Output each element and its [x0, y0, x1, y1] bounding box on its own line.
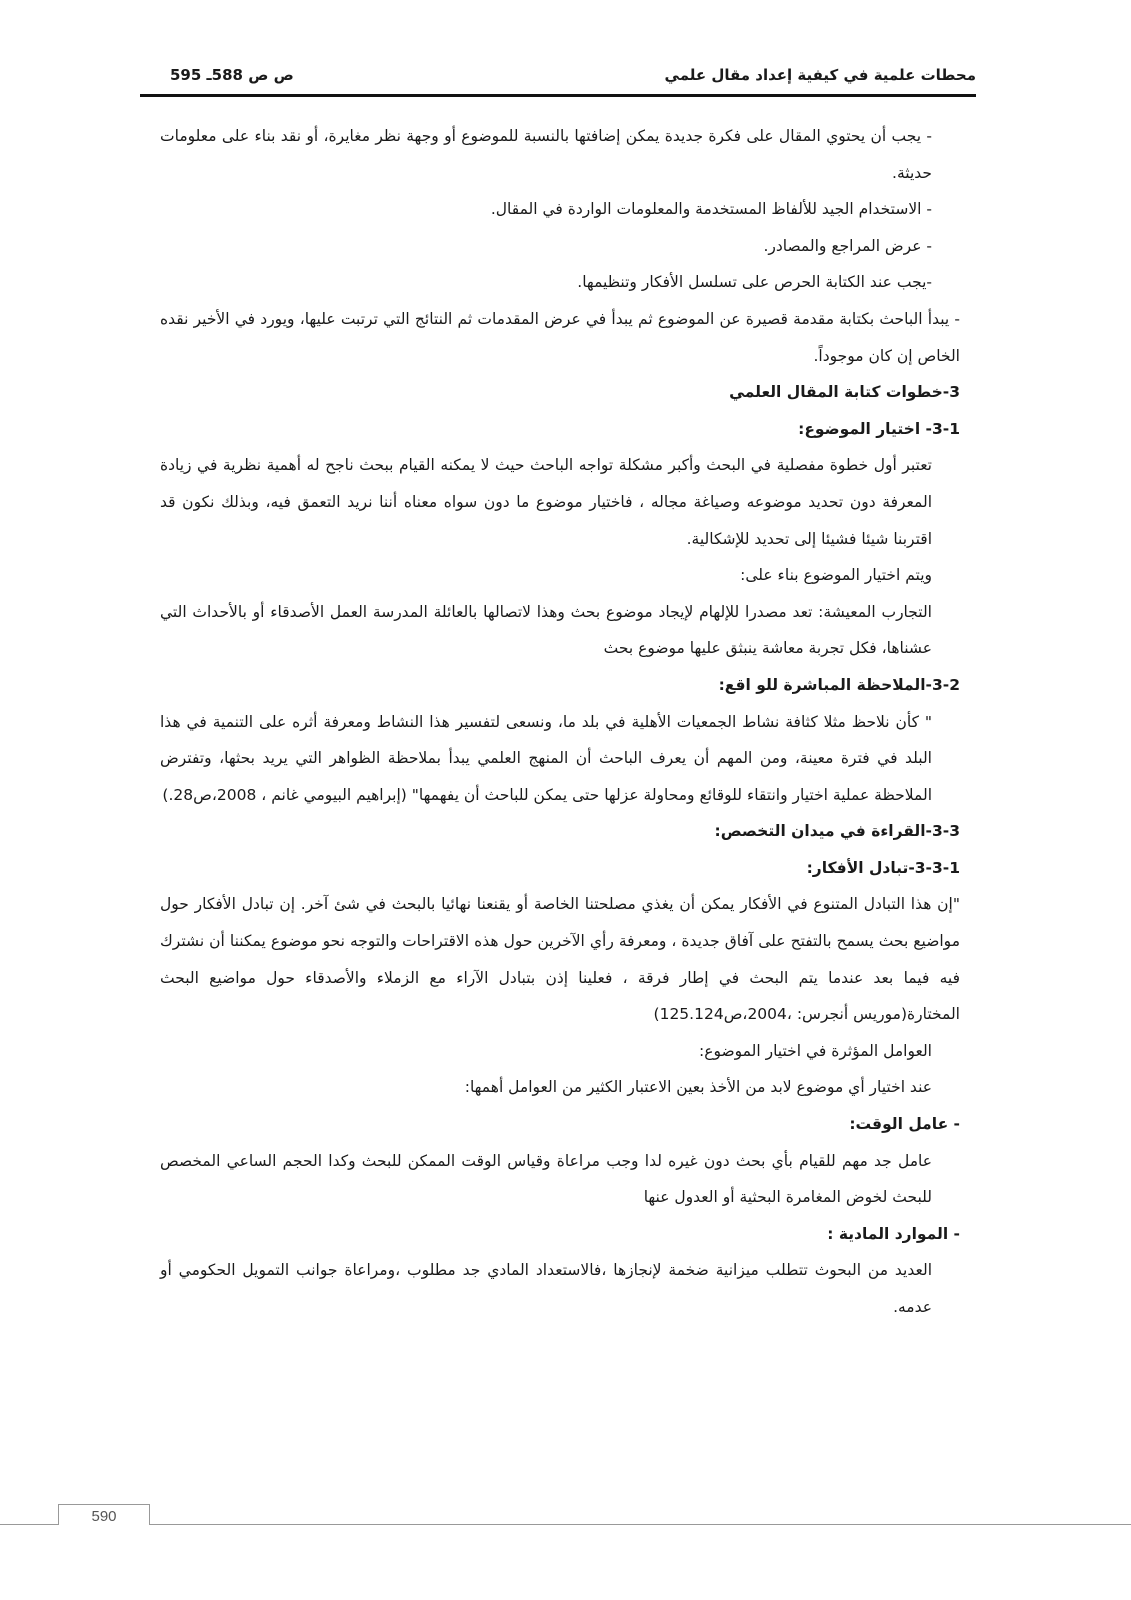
article-body [160, 118, 960, 1326]
subsection-heading: 3-1- اختيار الموضوع: [798, 419, 960, 438]
paragraph: "إن هذا التبادل المتنوع في الأفكار يمكن أن يغذي مصلحتنا الخاصة أو يقنعنا نهائيا بالبحث في شئ آخر. إن تبادل الأفكار حول مواضيع بحث يسمح بالتفتح على آفاق جديدة ، ومعرفة رأي الآخرين حول هذه الاقتراحات والتوجه نحو موضوع يمكننا أن نشترك فيه فيما بعد عندما يتم البحث في إطار فرقة ، فعلينا إذن بتبادل الآراء مع الزملاء والأصدقاء حول مواضيع البحث المختارة(موريس أنجرس: ،2004،ص125.124) [160, 895, 960, 1024]
subsection-heading: - عامل الوقت: [849, 1115, 960, 1134]
subsection-heading: 3-3-1-تبادل الأفكار: [806, 858, 960, 877]
paragraph: - الاستخدام الجيد للألفاظ المستخدمة والمعلومات الواردة في المقال. [490, 200, 932, 219]
footer-rule [0, 1524, 1131, 1525]
paragraph: التجارب المعيشة: تعد مصدرا للإلهام لإيجاد موضوع بحث وهذا لاتصالها بالعائلة المدرسة العمل الأصدقاء أو بالأحداث التي عشناها، فكل تجربة معاشة ينبثق عليها موضوع بحث [160, 602, 932, 658]
paragraph: -يجب عند الكتابة الحرص على تسلسل الأفكار وتنظيمها. [577, 273, 932, 292]
paragraph: العديد من البحوث تتطلب ميزانية ضخمة لإنجازها ،فالاستعداد المادي جد مطلوب ،ومراعاة جوانب التمويل الحكومي أو عدمه. [160, 1261, 932, 1316]
paragraph: - يجب أن يحتوي المقال على فكرة جديدة يمكن إضافتها بالنسبة للموضوع أو وجهة نظر مغايرة، أو نقد بناء على معلومات حديثة. [160, 127, 932, 182]
paragraph: - يبدأ الباحث بكتابة مقدمة قصيرة عن الموضوع ثم يبدأ في عرض المقدمات ثم النتائج التي ترتبت عليها، ويورد في الأخير نقده الخاص إن كان موجوداً. [160, 309, 960, 365]
paragraph: عند اختيار أي موضوع لابد من الأخذ بعين الاعتبار الكثير من العوامل أهمها: [464, 1078, 932, 1097]
page-number: 590 [58, 1504, 150, 1525]
running-header [140, 64, 976, 97]
paragraph: " كأن نلاحظ مثلا كثافة نشاط الجمعيات الأهلية في بلد ما، ونسعى لتفسير هذا النشاط ومعرفة أثره على التنمية في هذا البلد في فترة معينة، ومن المهم أن يعرف الباحث أن المنهج العلمي يبدأ بملاحظة الظواهر التي يريد بحثها، وتفترض الملاحظة عملية اختيار وانتقاء للوقائع ومحاولة عزلها حتى يمكن للباحث أن يفهمها" (إبراهيم البيومي غانم ، 2008،ص28.) [160, 712, 932, 804]
header-page-range: ص ص 588ـ 595 [170, 66, 294, 84]
paragraph: تعتبر أول خطوة مفصلية في البحث وأكبر مشكلة تواجه الباحث حيث لا يمكنه القيام ببحث ناجح له أهمية نظرية في زيادة المعرفة دون تحديد موضوعه وصياغة مجاله ، فاختيار موضوع ما دون سواه معناه أننا نريد التعمق فيه، وبذلك نكون قد اقتربنا شيئا فشيئا إلى تحديد للإشكالية. [160, 456, 932, 548]
paragraph: عامل جد مهم للقيام بأي بحث دون غيره لدا وجب مراعاة وقياس الوقت الممكن للبحث وكدا الحجم الساعي المخصص للبحث لخوض المغامرة البحثية أو العدول عنها [160, 1151, 932, 1207]
paragraph: العوامل المؤثرة في اختيار الموضوع: [699, 1041, 932, 1060]
section-heading: 3-خطوات كتابة المقال العلمي [729, 383, 960, 402]
paragraph: ويتم اختيار الموضوع بناء على: [740, 566, 932, 585]
subsection-heading: 3-3-القراءة في ميدان التخصص: [714, 822, 960, 841]
paragraph: - عرض المراجع والمصادر. [763, 236, 932, 255]
subsection-heading: 3-2-الملاحظة المباشرة للو اقع: [718, 675, 960, 694]
header-title: محطات علمية في كيفية إعداد مقال علمي [664, 66, 976, 84]
subsection-heading: - الموارد المادية : [827, 1224, 960, 1243]
